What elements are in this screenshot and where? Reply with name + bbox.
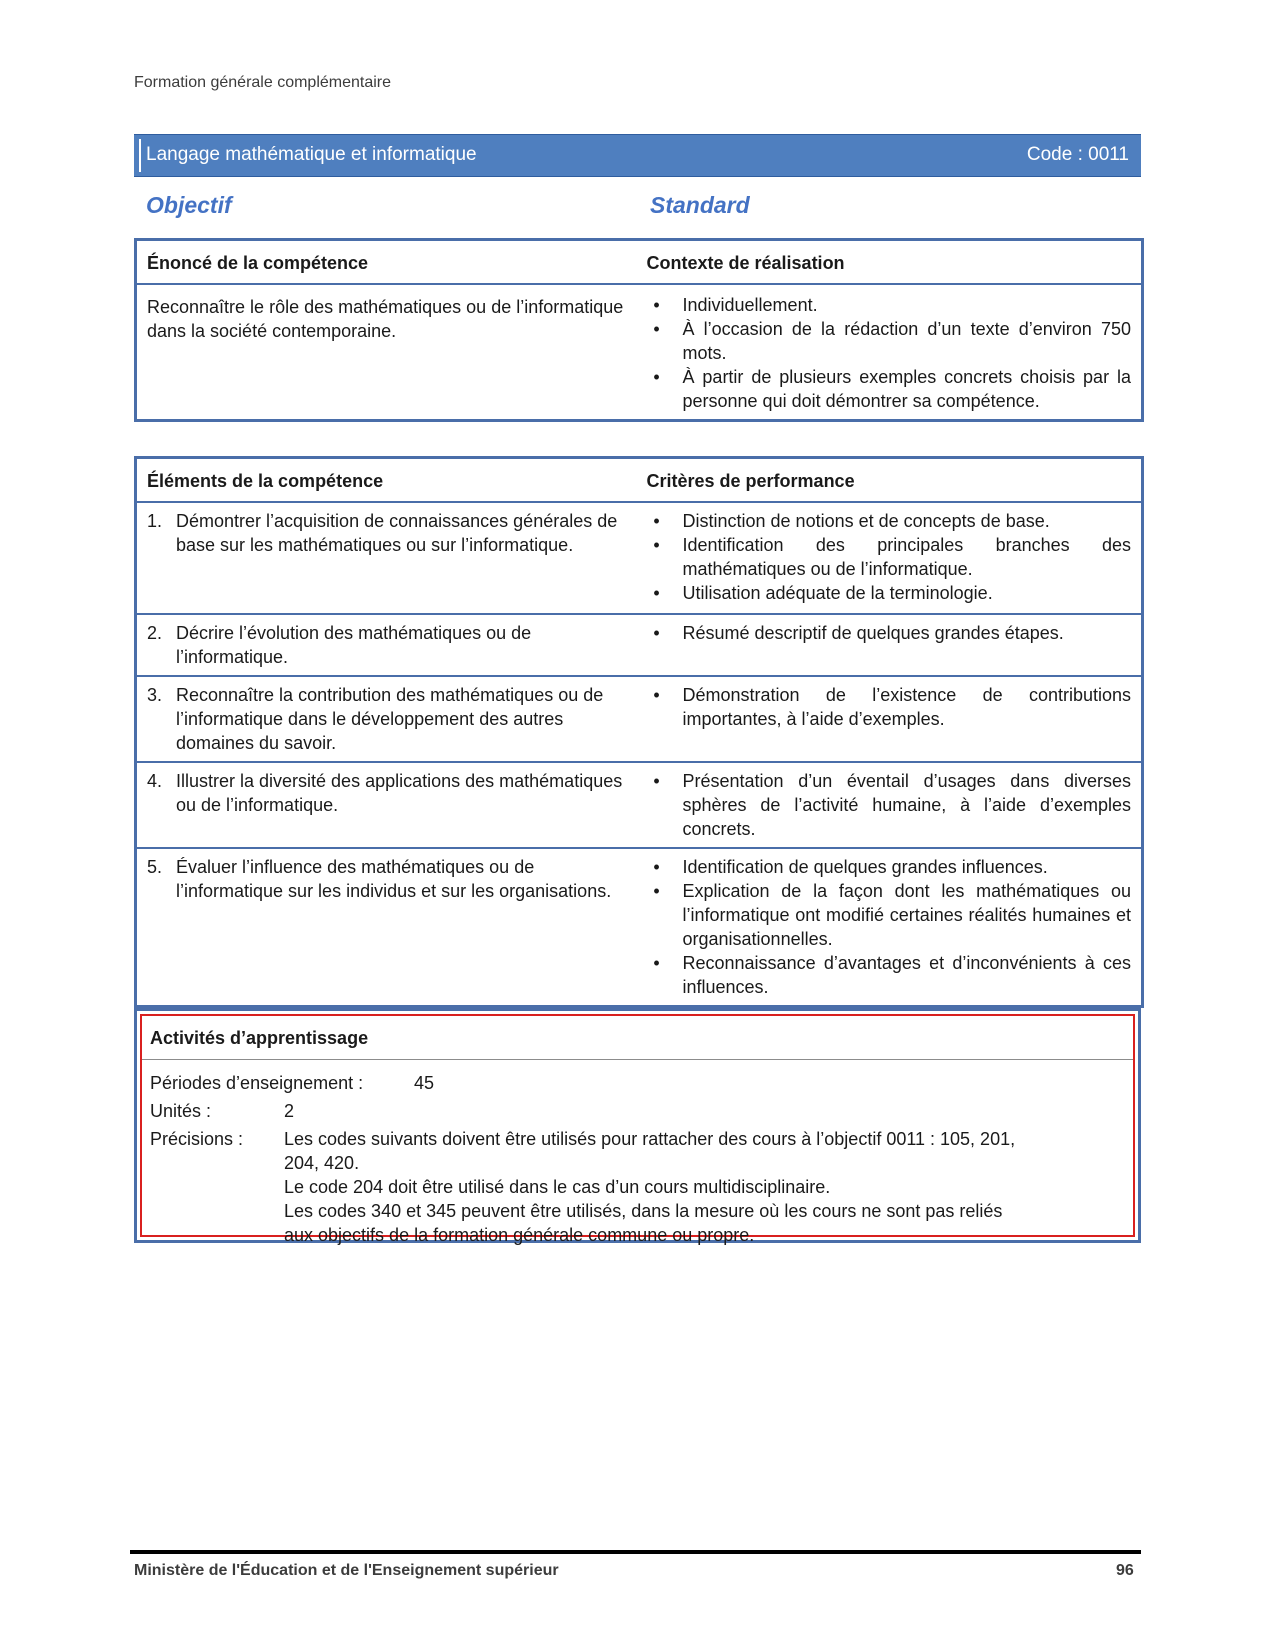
activities-title: Activités d’apprentissage	[150, 1028, 369, 1048]
element-number: 5.	[147, 857, 163, 877]
objective-title: Langage mathématique et informatique	[146, 144, 477, 165]
criterion-item: • Reconnaissance d’avantages et d’inconvénients à ces influences.	[647, 951, 1132, 999]
criterion-item: • Identification de quelques grandes influences.	[647, 855, 1132, 879]
periods-label: Périodes d’enseignement :	[150, 1073, 364, 1093]
precision-line: aux objectifs de la formation générale commune ou propre.	[284, 1225, 755, 1245]
criteria-list	[647, 855, 1132, 999]
context-item: • Individuellement.	[647, 293, 1132, 317]
criteria-list	[647, 621, 1132, 645]
element-text: Décrire l’évolution des mathématiques ou de l’informatique.	[176, 623, 532, 667]
element-number: 3.	[147, 685, 163, 705]
element-text: Démontrer l’acquisition de connaissances générales de base sur les mathématiques ou sur l’informatique.	[176, 511, 618, 555]
units-label: Unités :	[150, 1101, 212, 1121]
context-item: • À l’occasion de la rédaction d’un texte d’environ 750 mots.	[647, 317, 1132, 365]
element-number: 1.	[147, 511, 163, 531]
criteria-list	[647, 509, 1132, 605]
competence-table	[134, 238, 1144, 422]
criterion-item: • Présentation d’un éventail d’usages dans diverses sphères de l’activité humaine, à l’aide d’exemples concrets.	[647, 769, 1132, 841]
criterion-item: • Résumé descriptif de quelques grandes étapes.	[647, 621, 1132, 645]
context-list	[647, 293, 1132, 413]
criteria-list	[647, 683, 1132, 731]
units-value: 2	[284, 1101, 295, 1121]
activities-divider	[142, 1059, 1133, 1060]
criterion-item: • Démonstration de l’existence de contributions importantes, à l’aide d’exemples.	[647, 683, 1132, 731]
objective-code: Code : 0011	[1026, 144, 1129, 165]
criterion-item: • Identification des principales branches des mathématiques ou de l’informatique.	[647, 533, 1132, 581]
elements-header: Éléments de la compétence	[136, 458, 637, 503]
element-text: Illustrer la diversité des applications des mathématiques ou de l’informatique.	[176, 771, 623, 815]
element-row	[136, 848, 1143, 1007]
title-bar-edge	[139, 139, 141, 172]
element-number: 2.	[147, 623, 163, 643]
learning-activities-frame	[140, 1014, 1135, 1245]
statement-header: Énoncé de la compétence	[136, 240, 637, 285]
context-header: Contexte de réalisation	[637, 240, 1143, 285]
criterion-item: • Distinction de notions et de concepts de base.	[647, 509, 1132, 533]
objective-label: Objectif	[146, 192, 232, 218]
element-text: Évaluer l’influence des mathématiques ou de l’informatique sur les individus et sur les organisations.	[176, 857, 612, 901]
objective-title-bar	[134, 134, 1141, 177]
criterion-item: • Explication de la façon dont les mathématiques ou l’informatique ont modifié certaines réalités humaines et organisationnelles.	[647, 879, 1132, 951]
learning-activities-box	[134, 1008, 1141, 1243]
competence-statement: Reconnaître le rôle des mathématiques ou de l’informatique dans la société contemporaine.	[136, 284, 637, 421]
elements-table	[134, 456, 1144, 1008]
element-row	[136, 614, 1143, 676]
footer-rule	[130, 1550, 1141, 1554]
criteria-header: Critères de performance	[637, 458, 1143, 503]
element-row	[136, 676, 1143, 762]
context-item: • À partir de plusieurs exemples concrets choisis par la personne qui doit démontrer sa compétence.	[647, 365, 1132, 413]
precision-line: 204, 420.	[284, 1153, 360, 1173]
running-head: Formation générale complémentaire	[134, 74, 392, 91]
precisions-text	[284, 1127, 1124, 1247]
element-row	[136, 502, 1143, 614]
precision-line: Le code 204 doit être utilisé dans le cas d’un cours multidisciplinaire.	[284, 1177, 831, 1197]
precision-line: Les codes 340 et 345 peuvent être utilisés, dans la mesure où les cours ne sont pas reliés	[284, 1201, 1003, 1221]
element-number: 4.	[147, 771, 163, 791]
precision-line: Les codes suivants doivent être utilisés pour rattacher des cours à l’objectif 0011 : 105, 201,	[284, 1129, 1016, 1149]
standard-label: Standard	[650, 192, 750, 218]
precisions-label: Précisions :	[150, 1129, 244, 1149]
page-number: 96	[1116, 1562, 1134, 1579]
footer-ministry: Ministère de l'Éducation et de l'Enseignement supérieur	[134, 1562, 559, 1579]
criterion-item: • Utilisation adéquate de la terminologie.	[647, 581, 1132, 605]
element-text: Reconnaître la contribution des mathématiques ou de l’informatique dans le développement des autres domaines du savoir.	[176, 685, 604, 753]
periods-value: 45	[414, 1073, 435, 1093]
element-row	[136, 762, 1143, 848]
criteria-list	[647, 769, 1132, 841]
